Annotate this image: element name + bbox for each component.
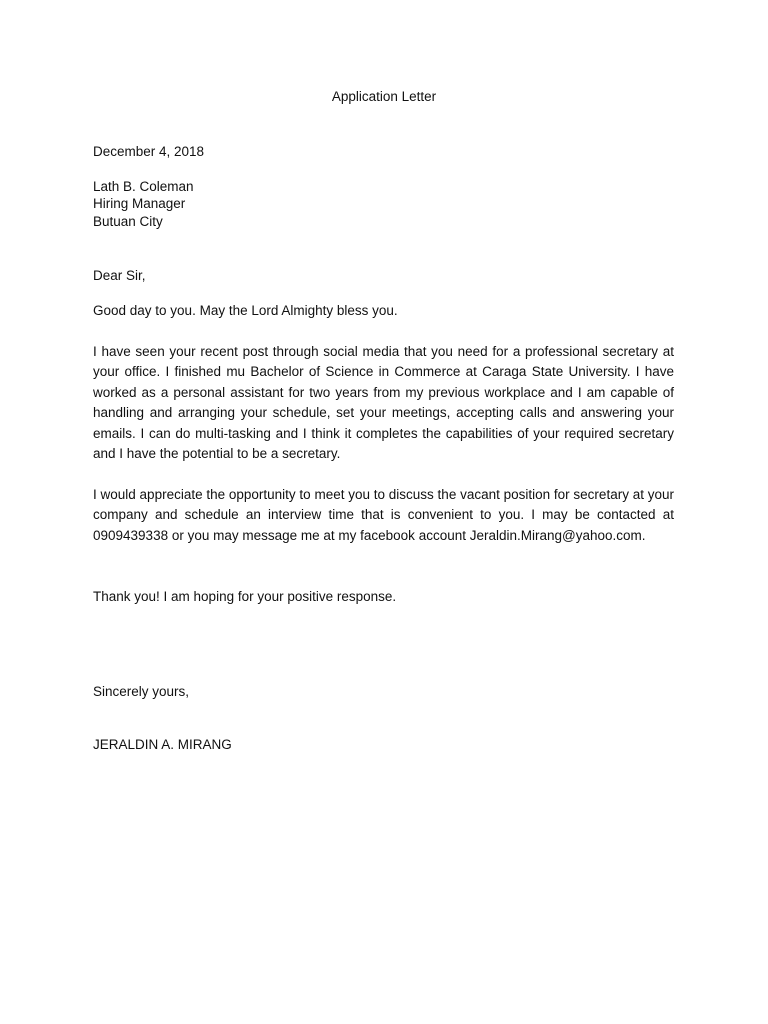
salutation: Dear Sir, bbox=[93, 268, 146, 283]
thanks-line: Thank you! I am hoping for your positive response. bbox=[93, 589, 397, 604]
closing-line: Sincerely yours, bbox=[93, 684, 190, 699]
body-paragraph-contact: I would appreciate the opportunity to meet you to discuss the vacant position for secretary at your company and schedule an interview time that is convenient to you. I may be contacted at 0909439338 or you may message me at my facebook account Jeraldin.Mirang@yahoo.com. bbox=[93, 487, 674, 543]
recipient-name: Lath B. Coleman bbox=[93, 179, 194, 194]
greeting-line: Good day to you. May the Lord Almighty bless you. bbox=[93, 303, 398, 318]
recipient-position: Hiring Manager bbox=[93, 196, 186, 212]
signature-name: JERALDIN A. MIRANG bbox=[93, 737, 232, 752]
recipient-location: Butuan City bbox=[93, 213, 163, 229]
body-paragraph-experience: I have seen your recent post through social media that you need for a professional secretary at your office. I finished mu Bachelor of Science in Commerce at Caraga State University. I have worked as a personal assistant for two years from my previous workplace and I am capable of handling and arranging your schedule, set your meetings, accepting calls and answering your emails. I can do multi-tasking and I think it completes the capabilities of your required secretary and I have the potential to be a secretary. bbox=[93, 344, 674, 462]
recipient-address bbox=[93, 178, 674, 230]
letter-date: December 4, 2018 bbox=[93, 144, 205, 159]
letter-title: Application Letter bbox=[331, 89, 437, 104]
